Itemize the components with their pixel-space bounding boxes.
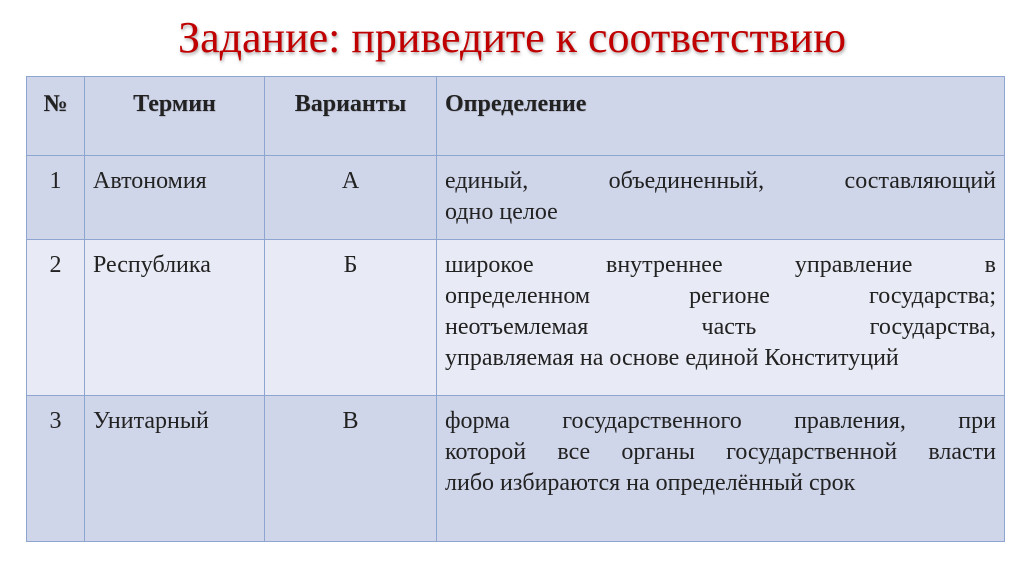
page-title: Задание: приведите к соответствию xyxy=(178,13,846,62)
definition-line: единый, объединенный, составляющий xyxy=(445,168,996,194)
definition-line: широкое внутреннее управление в xyxy=(445,252,996,278)
row-number: 3 xyxy=(27,396,85,542)
row-variant: В xyxy=(265,396,437,542)
row-term: Унитарный xyxy=(85,396,265,542)
header-term: Термин xyxy=(85,77,265,156)
definition-line: либо избираются на определённый срок xyxy=(445,470,856,496)
row-term: Автономия xyxy=(85,156,265,240)
row-definition xyxy=(437,240,1005,396)
row-term: Республика xyxy=(85,240,265,396)
header-number: № xyxy=(27,77,85,156)
row-variant: А xyxy=(265,156,437,240)
table-row xyxy=(27,240,1005,396)
definition-line: одно целое xyxy=(445,199,558,225)
row-definition xyxy=(437,396,1005,542)
header-variants: Варианты xyxy=(265,77,437,156)
table-header-row xyxy=(27,77,1005,156)
header-definition: Определение xyxy=(437,77,1005,156)
table-row xyxy=(27,156,1005,240)
row-definition xyxy=(437,156,1005,240)
matching-table xyxy=(26,76,1005,542)
table-row xyxy=(27,396,1005,542)
definition-line: управляемая на основе единой Конституций xyxy=(445,345,899,371)
row-number: 2 xyxy=(27,240,85,396)
row-variant: Б xyxy=(265,240,437,396)
definition-line: форма государственного правления, при xyxy=(445,408,996,434)
row-number: 1 xyxy=(27,156,85,240)
definition-line: которой все органы государственной власти xyxy=(445,439,996,465)
definition-line: неотъемлемая часть государства, xyxy=(445,314,996,340)
definition-line: определенном регионе государства; xyxy=(445,283,996,309)
